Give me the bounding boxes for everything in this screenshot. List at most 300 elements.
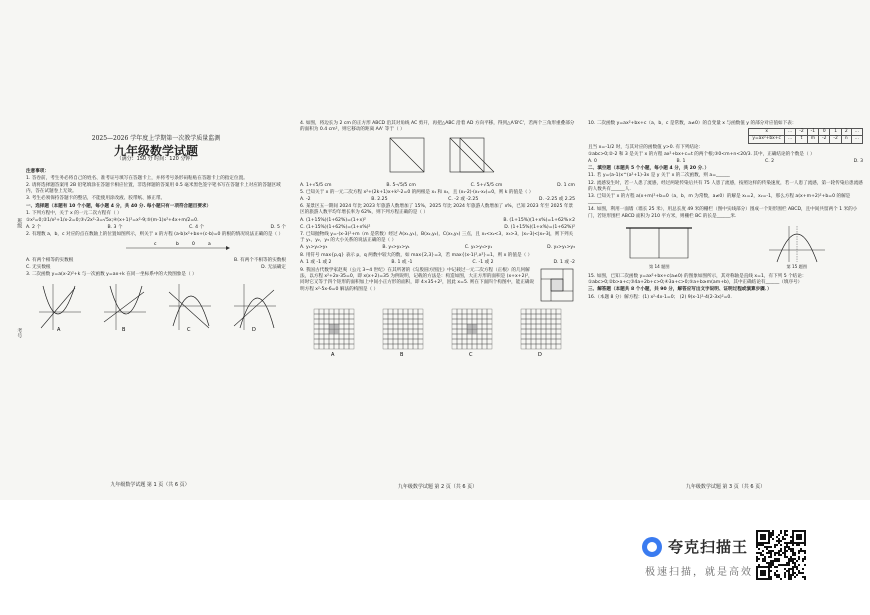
option-a: A. 2 个 [26,225,41,231]
qr-module [798,564,800,566]
qr-module [788,558,790,560]
qr-module [798,542,800,544]
grid-cell [388,329,393,334]
grid-cell [526,329,531,334]
qr-module [764,570,766,572]
grid-cell [541,344,546,349]
grid-cell [388,324,393,329]
grid-cell [482,334,487,339]
qr-module [760,530,762,532]
grid-cell [462,334,467,339]
grid-cell [339,319,344,324]
qr-module [764,536,766,538]
qr-module [800,530,802,532]
question-4-options [300,183,575,189]
grid-cell [314,319,319,324]
question-9: 9. 我国古代数学家赵爽（公元 3~4 世纪）在其所著的《勾股圆方图注》中记载过一元二次方程（正根）的几何解法，以方程 x²+2x-35=0，即 x(x+2)=35 为例说明，记载的方法是：构造如图，大正方形的面积是 (x+x+2)²，同时它又等于四个矩形的面积加上中间小正方形的面积，即 4×35+2²，因此 x=5. 则在下面四个构图中，能正确说明方程 x²-5x-6=0 解法的构图是（ ） [300,268,535,292]
qr-module [756,574,758,576]
grid-cell [398,314,403,319]
option-b: B. y₃>y₂>y₁ [382,245,410,251]
qr-module [794,542,796,544]
question-10-options [588,159,863,165]
section-solve: 三、解答题（本题共 8 个小题，共 90 分，解答应写出文字说明、证明过程或演算步骤．） [588,287,772,293]
grid-cell [349,319,354,324]
qr-module [774,560,776,562]
qr-module [782,552,784,554]
qr-module [784,576,786,578]
grid-cell [536,344,541,349]
grid-cell [329,339,334,344]
grid-cell [329,334,334,339]
option-d: D. 1 或 -2 [553,259,575,265]
grid-cell [314,344,319,349]
qr-module [762,534,764,536]
grid-cell [403,329,408,334]
grid-cell [477,309,482,314]
qr-module [782,564,784,566]
qr-module [784,530,786,532]
qr-module [768,578,770,580]
grid-cell [531,329,536,334]
grid-cell [472,324,477,329]
grid-cell [383,324,388,329]
qr-module [772,560,774,562]
grid-cell [319,339,324,344]
grid-cell [482,324,487,329]
qr-module [768,534,770,536]
grid-cell [526,324,531,329]
grid-cell [477,324,482,329]
grid-cell [314,334,319,339]
grid-cell [408,344,413,349]
qr-module [768,572,770,574]
question-5: 5. 已知关于 x 的一元二次方程 x²+(2k+1)x+k²-2=0 的两根是 x₁ 和 x₂，且 (x₁-2)·(x₁-x₂)=0，则 k 的值是（ ） [300,189,534,195]
qr-module [788,572,790,574]
qr-module [756,532,758,534]
grid-cell [482,319,487,324]
grid-cell [477,334,482,339]
side-label-class: 班级 [16,218,23,228]
grid-cell [339,309,344,314]
qr-module [786,562,788,564]
qr-module [798,552,800,554]
qr-module [768,566,770,568]
qr-module [792,532,794,534]
grid-cell [551,344,556,349]
grid-cell [462,314,467,319]
grid-label: B [400,352,404,358]
grid-cell [344,319,349,324]
option-b: B. 1 或 -1 [391,259,413,265]
qr-module [784,574,786,576]
grid-cell [472,339,477,344]
fence-diagram [624,224,694,264]
option-b: B. 1 [676,159,686,165]
grid-cell [551,324,556,329]
grid-cell [418,314,423,319]
question-2: 2. 有理数 a，b，c 对应的点在数轴上的位置如图所示，则关于 x 的方程 (a-b)x²+bx+(c-b)=0 的根的情况说法正确的是（ ） [26,232,284,238]
grid-cell [551,339,556,344]
grid-cell [418,309,423,314]
grid-cell [393,334,398,339]
grid-label: D [537,352,542,358]
qr-module [780,554,782,556]
grid-cell [482,339,487,344]
qr-module [764,538,766,540]
qr-module [784,550,786,552]
qr-module [790,560,792,562]
question-14: 14. 如图，利用一面墙（墙长 25 米），用总长度 49 米的栅栏（图中实线部分）围成一个矩形围栏 ABCD，且中间共留两个 1 米的小门，若矩形围栏 ABCD 面积为 210 平方米，则栅栏 BC 的长是______米. [588,207,858,219]
grid-cell [472,314,477,319]
qr-module [792,558,794,560]
grid-cell [467,329,472,334]
qr-module [792,572,794,574]
qr-module [786,564,788,566]
qr-module [790,540,792,542]
grid-cell [487,329,492,334]
qr-module [758,566,760,568]
option-d: D. 1 cm [557,182,575,188]
grid-cell [546,314,551,319]
grid-cell [324,334,329,339]
qr-module [770,564,772,566]
graph-option-b [100,282,148,332]
page-footer: 九年级数学试题 第 1 页（共 6 页） [110,481,190,488]
grid-cell [521,334,526,339]
qr-module [778,560,780,562]
grid-cell [526,344,531,349]
qr-module [756,546,758,548]
qr-module [788,562,790,564]
grid-cell [541,334,546,339]
qr-module [780,530,782,532]
qr-module [764,574,766,576]
brand-name: 夸克扫描王 [668,538,749,556]
option-d: D. 无法确定 [261,265,286,271]
qr-module [792,562,794,564]
qr-module [776,544,778,546]
grid-cell [467,314,472,319]
qr-module [776,536,778,538]
grid-cell [319,344,324,349]
option-a: A. 1 或 -1 或 2 [300,259,332,265]
question-2-options-2 [26,265,286,271]
qr-module [770,554,772,556]
grid-cell [482,309,487,314]
question-1-options [26,225,286,231]
grid-cell [546,324,551,329]
grid-cell [531,344,536,349]
grid-cell [413,334,418,339]
qr-module [770,546,772,548]
qr-module [756,544,758,546]
grid-cell [531,334,536,339]
question-10-results: ①abc>0;②-2 和 3 是关于 x 的方程 ax²+bx+c=t 的两个根;③0<m+n<20/3. 其中，正确结论的个数是（ ） [588,151,815,157]
qr-module [804,576,806,578]
grid-cell [418,339,423,344]
qr-module [756,578,758,580]
qr-module [794,562,796,564]
qr-module [764,546,766,548]
grid-cell [521,339,526,344]
grid-cell [413,314,418,319]
qr-module [786,556,788,558]
qr-module [762,574,764,576]
qr-module [780,548,782,550]
grid-cell [413,309,418,314]
qr-module [758,530,760,532]
grid-cell [393,339,398,344]
grid-cell [324,324,329,329]
question-10: 10. 二次函数 y=ax²+bx+c（a，b，c 是常数，a≠0）的自变量 x 与函数值 y 的部分对应值如下表： [588,121,797,126]
grid-cell [521,314,526,319]
qr-module [786,534,788,536]
table-row: x … -2 -1 0 1 2 … [749,129,863,136]
qr-module [796,574,798,576]
grid-cell [521,309,526,314]
grid-cell [457,309,462,314]
option-d: D. (1+15%)(1+x%)=(1+62%)² [504,224,575,230]
grid-cell [418,329,423,334]
qr-module [758,564,760,566]
qr-module [784,568,786,570]
grid-cell [393,344,398,349]
grid-cell [388,339,393,344]
qr-module [762,530,764,532]
qr-module [792,560,794,562]
qr-module [764,572,766,574]
option-a: A. 有两个相等的实数根 [26,257,74,263]
qr-module [772,564,774,566]
question-9-figures [300,307,575,357]
grid-cell [349,309,354,314]
qr-module [792,574,794,576]
qr-module [802,560,804,562]
grid-cell [408,314,413,319]
qr-module [804,552,806,554]
qr-module [792,540,794,542]
qr-module [768,546,770,548]
qr-module [762,572,764,574]
option-c: C. -2 或 -2.25 [448,197,479,203]
qr-module [768,550,770,552]
option-b: B. 3 个 [107,225,123,231]
qr-module [774,554,776,556]
qr-module [784,564,786,566]
note-item: 1. 答卷前，考生务必将自己的姓名、准考证号填写在答题卡上，并将考号条形码粘贴在答题卡上的指定位置。 [26,175,248,181]
grid-cell [408,334,413,339]
question-7: 7. 已知抛物线 y=-(x-3)²+m（m 是常数）经过 A(x₁,y₁)，B(x₂,y₂)，C(x₃,y₃) 三点，且 x₁<x₂<3，x₃>3，|x₁-3|<|x₃-3|，则下列关于 y₁，y₂，y₃ 的大小关系的说法正确的是（ ） [300,232,574,244]
qr-module [768,532,770,534]
qr-module [786,544,788,546]
qr-module [804,550,806,552]
qr-module [792,538,794,540]
qr-module [790,568,792,570]
qr-module [800,538,802,540]
qr-module [764,560,766,562]
qr-module [760,552,762,554]
axis-label: 0 [192,241,195,247]
qr-module [784,552,786,554]
grid-cell [477,339,482,344]
graph-option-d [230,282,278,332]
qr-module [790,548,792,550]
qr-module [792,554,794,556]
qr-module [762,544,764,546]
qr-module [780,550,782,552]
qr-module [800,572,802,574]
qr-module [768,542,770,544]
grid-cell [487,324,492,329]
grid-cell [462,329,467,334]
grid-cell [324,319,329,324]
grid-cell [334,319,339,324]
grid-cell [526,314,531,319]
qr-module [770,560,772,562]
qr-module [774,572,776,574]
qr-module [788,570,790,572]
grid-cell [472,329,477,334]
qr-module [768,562,770,564]
grid-cell [408,329,413,334]
grid-cell [319,319,324,324]
grid-cell [403,324,408,329]
qr-module [768,530,770,532]
qr-module [770,562,772,564]
graph-label: B [121,327,125,333]
qr-module [770,532,772,534]
qr-module [790,550,792,552]
qr-module [804,540,806,542]
question-3-figures [26,282,286,332]
grid-cell [383,329,388,334]
grid-cell [526,339,531,344]
qr-module [786,550,788,552]
qr-module [800,534,802,536]
grid-cell [319,309,324,314]
qr-module [758,542,760,544]
question-8: 8. 用符号 max{p,q} 表示 p，q 两数中较大的数，如 max{2,3}=3，若 max{(x-1)²,x²}=1，则 x 的值是（ ） [300,252,533,258]
qr-module [784,548,786,550]
grid-cell [329,324,334,329]
option-b: B. (1+15%)(1+x%)=1+62%×2 [503,217,575,223]
question-1-expr: ①x²=0;②1/x²+1/x-2=0;③√2x²-3=√5x;④(x+1)²=x²-9;⑤(m-1)x²+4x+m/2=0. [26,218,199,224]
qr-module [762,570,764,572]
qr-module [798,570,800,572]
qr-module [764,534,766,536]
exam-header: 2025—2026 学年度上学期第一次教学质量监测 [91,135,221,142]
qr-module [772,534,774,536]
grid-cell [487,344,492,349]
grid-cell [482,344,487,349]
grid-option-c [449,307,495,357]
note-item: 2. 请将选择题答案用 2B 铅笔填涂在答题卡相应位置，非选择题的答案用 0.5 毫米黑色签字笔书写在答题卡上对应的答题区域内，答在试题卷上无效。 [26,183,281,195]
qr-module [786,530,788,532]
grid-cell [398,329,403,334]
grid-cell [329,344,334,349]
grid-cell [546,329,551,334]
grid-cell [324,329,329,334]
qr-module [794,558,796,560]
question-3: 3. 二次函数 y=a(x-2)²+k 与一次函数 y=ax+k 在同一坐标系中的大致图象是（ ） [26,272,197,278]
grid-cell [388,319,393,324]
qr-module [764,530,766,532]
grid-cell [487,339,492,344]
grid-cell [403,344,408,349]
qr-module [758,544,760,546]
qr-module [766,552,768,554]
qr-code-icon [756,530,806,580]
qr-module [760,544,762,546]
grid-cell [467,324,472,329]
grid-cell [457,339,462,344]
grid-cell [472,319,477,324]
qr-module [756,552,758,554]
qr-module [770,578,772,580]
grid-cell [482,329,487,334]
qr-module [760,542,762,544]
qr-module [770,566,772,568]
qr-module [802,572,804,574]
grid-label: C [468,352,473,358]
qr-module [770,576,772,578]
grid-cell [324,339,329,344]
qr-module [770,556,772,558]
qr-module [800,548,802,550]
question-10-condition: 且当 x=-1/2 时，与其对应的函数值 y>0. 有下列结论： [588,144,704,150]
qr-module [766,578,768,580]
grid-cell [398,319,403,324]
grid-cell [398,344,403,349]
grid-cell [339,339,344,344]
qr-module [788,574,790,576]
grid-cell [556,334,561,339]
qr-module [774,558,776,560]
graph-label: C [186,327,190,333]
option-c: C. (1+15%)(1+62%)=(1+x%)² [300,224,371,230]
qr-module [756,536,758,538]
qr-module [774,552,776,554]
grid-cell [319,329,324,334]
qr-module [804,530,806,532]
option-d: D. 5 个 [270,225,286,231]
grid-cell [324,314,329,319]
grid-cell [383,344,388,349]
qr-module [804,558,806,560]
grid-cell [314,324,319,329]
grid-cell [467,309,472,314]
question-7-options [300,245,575,251]
option-c: C. 5+√5/5 cm [470,182,503,188]
grid-cell [398,339,403,344]
qr-module [776,576,778,578]
option-c: C. 无实数根 [26,265,51,271]
grid-cell [349,314,354,319]
qr-module [772,530,774,532]
qr-module [774,566,776,568]
grid-cell [467,334,472,339]
qr-module [766,548,768,550]
qr-module [794,554,796,556]
grid-cell [403,314,408,319]
grid-cell [314,329,319,334]
parabola-figure [767,224,827,270]
question-6-options [300,218,575,224]
qr-module [788,564,790,566]
grid-cell [344,334,349,339]
qr-module [792,548,794,550]
grid-cell [477,344,482,349]
